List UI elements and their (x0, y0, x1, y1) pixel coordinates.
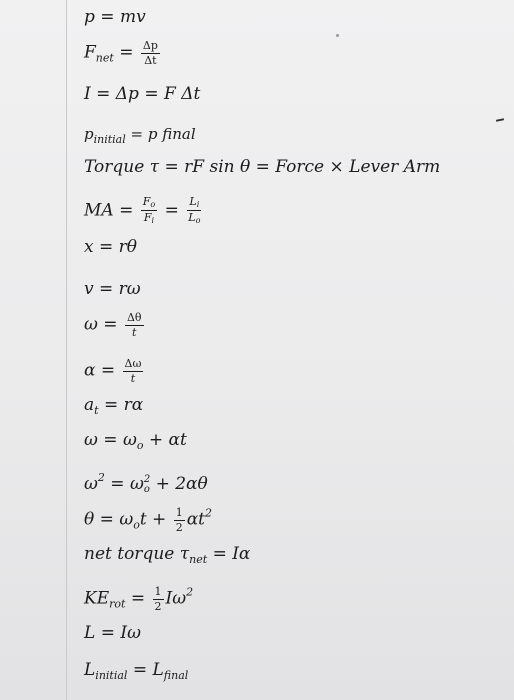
formula-torque (84, 159, 440, 176)
formula-tangential-acceleration (84, 397, 143, 416)
equals: = (255, 157, 270, 177)
denominator: t (130, 371, 136, 385)
rhs: p final (147, 125, 196, 143)
lhs: ω (84, 474, 98, 494)
lhs: MA (84, 200, 114, 221)
equals: = (100, 7, 115, 27)
lhs: ω (84, 430, 98, 450)
rhs-exponent: 2 (143, 473, 151, 485)
fraction (123, 358, 144, 384)
formula-angular-momentum (84, 625, 141, 642)
equals: = (99, 279, 114, 299)
equals: = (96, 84, 111, 104)
fraction-lever (186, 196, 202, 226)
numerator: F (142, 195, 151, 208)
lhs: θ (84, 509, 95, 530)
pen-mark (496, 118, 504, 122)
denominator-subscript: i (151, 216, 155, 226)
formula-angular-momentum-conservation (84, 662, 188, 681)
rhs-term-2: t + (139, 509, 167, 530)
rhs: rω (118, 279, 141, 299)
rhs: Iω (120, 623, 141, 643)
equals: = (212, 544, 227, 564)
denominator: 2 (175, 520, 183, 534)
denominator: L (188, 211, 196, 225)
formula-kinematic-squared (84, 472, 208, 495)
equals: = (144, 84, 159, 104)
paper-speck (336, 34, 339, 37)
formula-arc-length (84, 239, 137, 256)
formula-impulse (84, 86, 200, 103)
equals: = (110, 474, 125, 494)
lhs: α (84, 360, 96, 381)
equals: = (119, 42, 134, 63)
fraction-force (141, 196, 157, 226)
equals: = (103, 430, 118, 450)
rhs-term-1: ω (119, 509, 134, 530)
numerator: 1 (175, 506, 183, 519)
fraction-half (153, 586, 164, 612)
formula-momentum-conservation (84, 127, 196, 145)
denominator: t (132, 325, 137, 339)
rhs-term-1: ω (122, 430, 137, 450)
numerator-subscript: i (196, 200, 200, 209)
rhs: L (152, 660, 164, 680)
lhs-subscript: net (189, 553, 208, 566)
equals: = (103, 395, 119, 415)
lhs-subscript: rot (109, 597, 126, 611)
formula-angular-velocity (84, 312, 146, 338)
formula-angular-acceleration (84, 358, 145, 384)
lhs: F (84, 42, 96, 63)
lhs: p (84, 125, 94, 143)
rhs-subscript: o (143, 483, 150, 495)
rhs-subscript: o (136, 439, 144, 452)
rhs-exponent: 2 (186, 585, 194, 599)
denominator: F (143, 211, 152, 225)
numerator-subscript: o (150, 200, 156, 209)
rhs: rα (123, 395, 144, 415)
rhs-exponent: 2 (205, 506, 213, 520)
lhs-subscript: t (94, 404, 99, 417)
lhs: v (84, 279, 94, 299)
lhs: KE (84, 588, 110, 609)
term-3: Force × Lever Arm (275, 157, 441, 177)
formula-momentum (84, 9, 146, 26)
lhs: p (84, 7, 95, 27)
formula-kinematic-angle (84, 507, 212, 533)
term-1: Torque τ (84, 157, 160, 177)
rhs: F Δt (164, 84, 201, 104)
rhs: Iα (232, 544, 251, 564)
equals: = (100, 623, 115, 643)
denominator: 2 (154, 599, 162, 613)
lhs: L (84, 623, 96, 643)
rhs: mv (119, 7, 146, 27)
formula-net-force (84, 40, 162, 66)
denominator-subscript: o (195, 216, 201, 226)
equals: = (99, 509, 114, 530)
numerator: Δp (142, 39, 158, 52)
formula-mechanical-advantage (84, 196, 204, 226)
term-2: rF sin θ (184, 157, 251, 177)
formula-kinematic-velocity (84, 432, 187, 451)
formula-net-torque (84, 546, 250, 565)
equals: = (164, 157, 179, 177)
left-margin-rule (66, 0, 67, 700)
lhs-subscript: initial (95, 669, 128, 682)
equals: = (119, 200, 134, 221)
numerator: Δθ (126, 311, 142, 324)
lhs-exponent: 2 (97, 471, 105, 484)
equals: = (164, 200, 179, 221)
equals: = (100, 360, 116, 381)
fraction-half (174, 507, 185, 533)
lhs: net torque τ (84, 544, 190, 564)
lhs: x (84, 237, 94, 257)
numerator: L (189, 195, 197, 208)
lhs: ω (84, 314, 98, 335)
rhs: Iω (165, 588, 187, 609)
numerator: 1 (154, 585, 162, 598)
equals: = (103, 314, 118, 335)
numerator: Δω (124, 357, 142, 370)
rhs-subscript: o (133, 518, 140, 532)
equals: = (130, 125, 144, 143)
rhs-term-1: ω (129, 474, 144, 494)
formula-tangential-velocity (84, 281, 141, 298)
fraction (141, 40, 160, 66)
equals: = (99, 237, 114, 257)
rhs: rθ (118, 237, 138, 257)
equals: = (130, 588, 146, 609)
equals: = (132, 660, 148, 680)
rhs-term-2: + 2αθ (155, 474, 208, 494)
rhs-term-3: αt (186, 509, 206, 530)
middle-term: Δp (115, 84, 139, 104)
rhs-term-2: + αt (148, 430, 187, 450)
lhs: a (84, 395, 95, 415)
formula-rotational-ke (84, 586, 193, 612)
lhs: I (84, 84, 91, 104)
lhs-subscript: initial (93, 133, 126, 146)
lhs: L (84, 660, 96, 680)
lhs-subscript: net (95, 51, 114, 65)
denominator: Δt (144, 53, 157, 67)
fraction (125, 312, 144, 338)
rhs-subscript: final (163, 669, 189, 682)
